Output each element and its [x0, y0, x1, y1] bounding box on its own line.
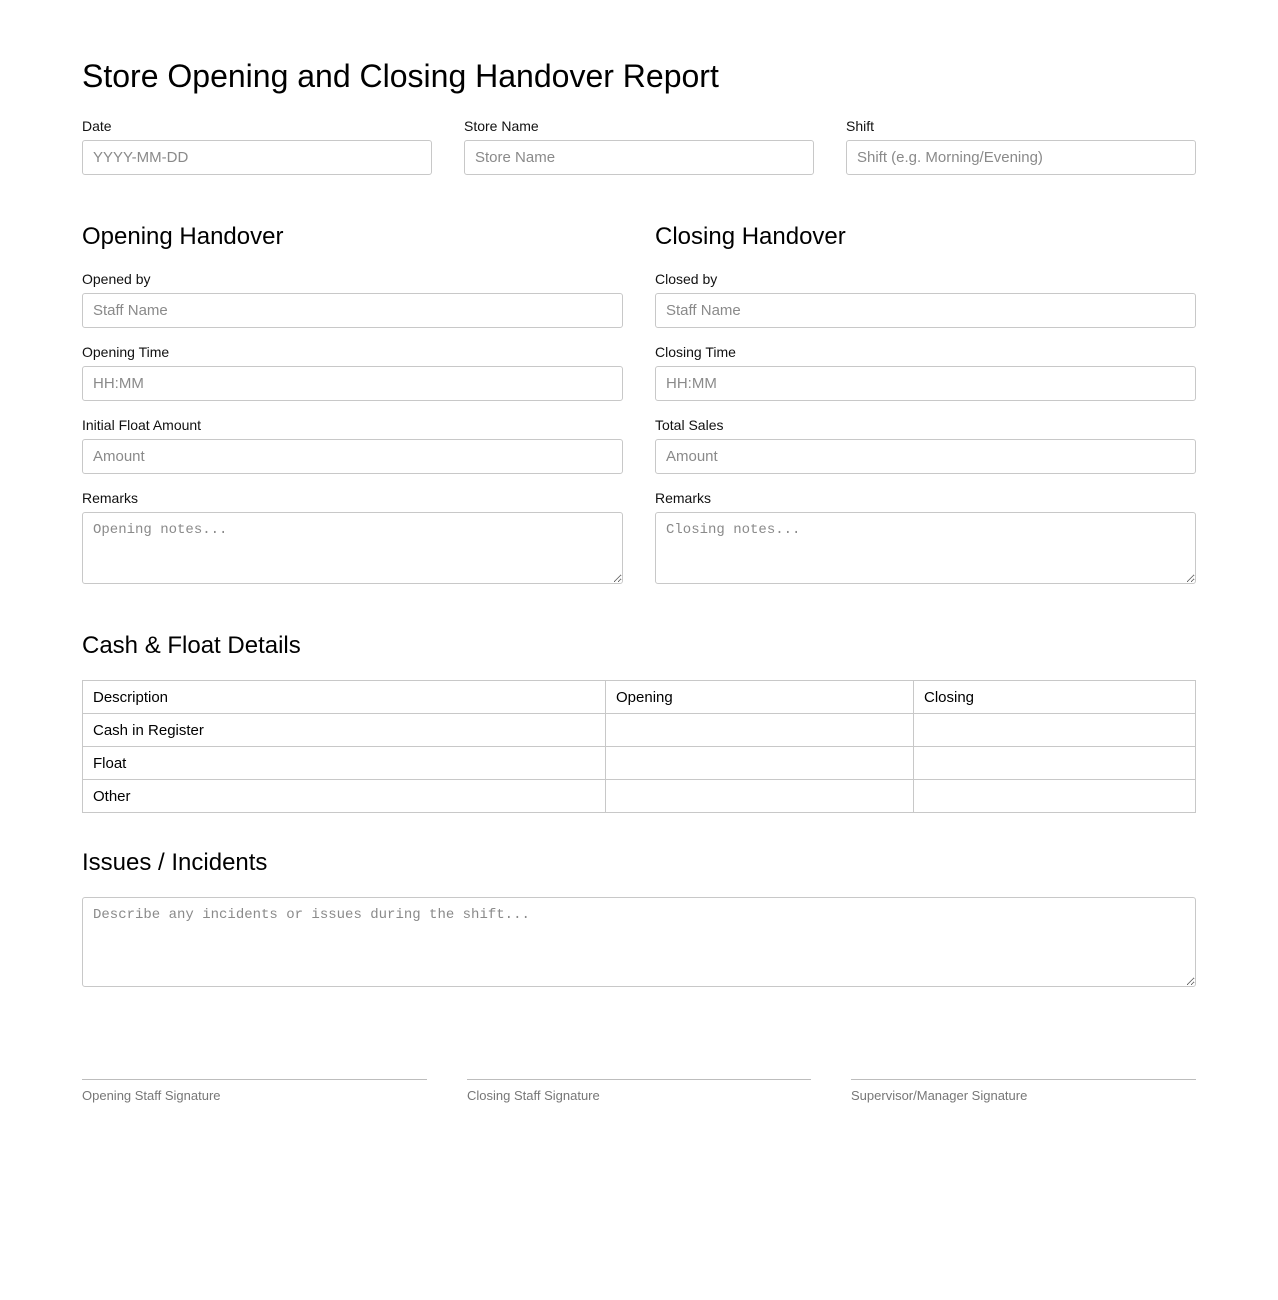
opening-remarks-label: Remarks — [82, 490, 139, 506]
row-closing-cell[interactable] — [914, 714, 1196, 747]
store-name-input[interactable] — [464, 140, 814, 175]
shift-input[interactable] — [846, 140, 1196, 175]
row-description: Cash in Register — [83, 714, 606, 747]
column-header-closing: Closing — [914, 681, 1196, 714]
closing-time-input[interactable] — [655, 366, 1196, 401]
initial-float-label: Initial Float Amount — [82, 417, 202, 433]
table-row — [83, 780, 1196, 813]
total-sales-label: Total Sales — [655, 417, 724, 433]
closing-time-label: Closing Time — [655, 344, 736, 360]
page-title: Store Opening and Closing Handover Report — [82, 58, 719, 94]
row-description: Float — [83, 747, 606, 780]
issues-textarea[interactable] — [82, 897, 1196, 987]
closing-remarks-textarea[interactable] — [655, 512, 1196, 584]
table-row — [83, 714, 1196, 747]
date-input[interactable] — [82, 140, 432, 175]
opened-by-label: Opened by — [82, 271, 151, 287]
store-name-label: Store Name — [464, 118, 539, 134]
row-closing-cell[interactable] — [914, 780, 1196, 813]
closed-by-label: Closed by — [655, 271, 718, 287]
opening-staff-signature-line[interactable] — [82, 1079, 427, 1080]
total-sales-input[interactable] — [655, 439, 1196, 474]
shift-label: Shift — [846, 118, 875, 134]
table-row — [83, 747, 1196, 780]
table-header-row — [83, 681, 1196, 714]
cash-float-table — [82, 680, 1196, 813]
issues-heading: Issues / Incidents — [82, 849, 268, 876]
closing-handover-heading: Closing Handover — [655, 223, 846, 250]
column-header-description: Description — [83, 681, 606, 714]
supervisor-signature-line[interactable] — [851, 1079, 1196, 1080]
initial-float-input[interactable] — [82, 439, 623, 474]
closed-by-input[interactable] — [655, 293, 1196, 328]
date-label: Date — [82, 118, 112, 134]
column-header-opening: Opening — [606, 681, 914, 714]
closing-staff-signature-line[interactable] — [467, 1079, 811, 1080]
opening-time-input[interactable] — [82, 366, 623, 401]
opening-time-label: Opening Time — [82, 344, 170, 360]
row-description: Other — [83, 780, 606, 813]
opening-staff-signature-label: Opening Staff Signature — [82, 1088, 221, 1103]
row-opening-cell[interactable] — [606, 747, 914, 780]
row-closing-cell[interactable] — [914, 747, 1196, 780]
opened-by-input[interactable] — [82, 293, 623, 328]
closing-staff-signature-label: Closing Staff Signature — [467, 1088, 600, 1103]
cash-float-heading: Cash & Float Details — [82, 632, 301, 659]
row-opening-cell[interactable] — [606, 714, 914, 747]
opening-handover-heading: Opening Handover — [82, 223, 284, 250]
supervisor-signature-label: Supervisor/Manager Signature — [851, 1088, 1028, 1103]
opening-remarks-textarea[interactable] — [82, 512, 623, 584]
row-opening-cell[interactable] — [606, 780, 914, 813]
closing-remarks-label: Remarks — [655, 490, 712, 506]
